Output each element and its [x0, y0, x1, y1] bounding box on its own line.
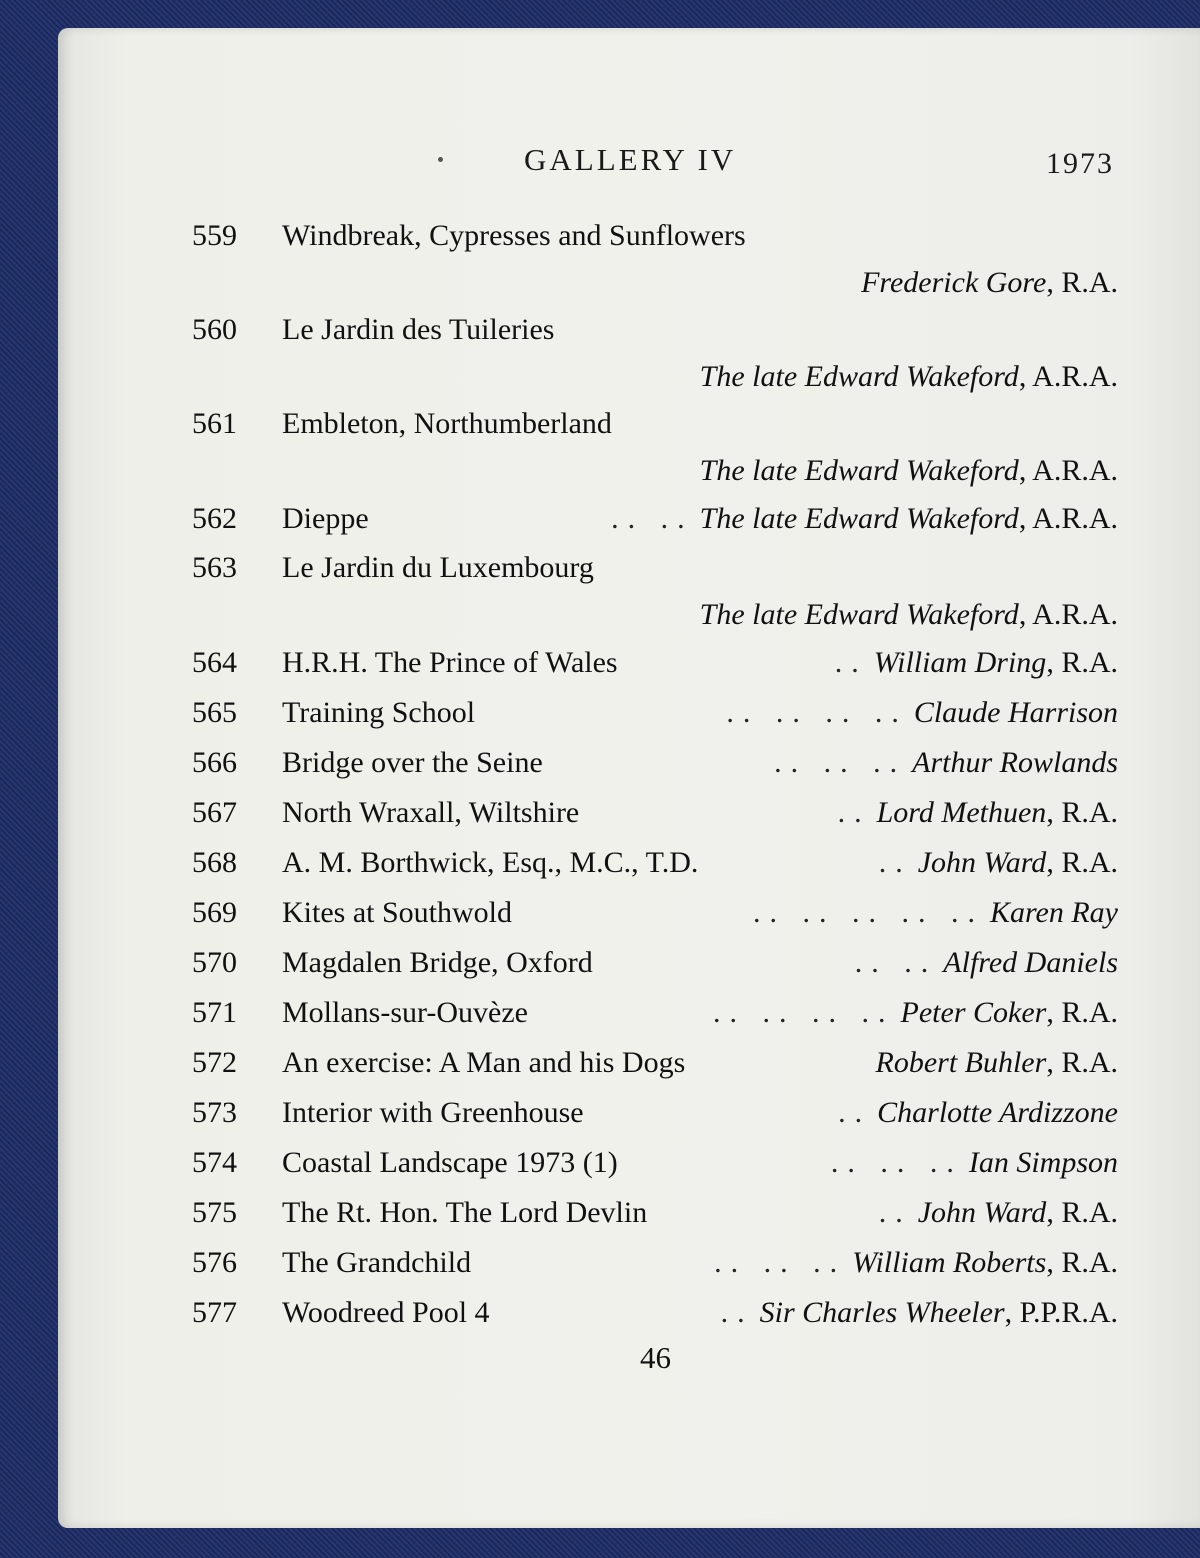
artist-name: Sir Charles Wheeler — [759, 1296, 1005, 1329]
entry-artist — [861, 266, 1118, 300]
entry-number: 571 — [192, 996, 237, 1029]
artist-name: Alfred Daniels — [943, 946, 1118, 979]
entry-number: 568 — [192, 846, 237, 879]
entry-artist-line — [192, 353, 1118, 400]
entry-line — [192, 988, 1118, 1038]
entry-artist — [969, 1146, 1118, 1180]
entry-line — [192, 1088, 1118, 1138]
entry-line — [192, 688, 1118, 738]
entry-line — [192, 1288, 1118, 1338]
catalogue-entry — [192, 212, 1118, 306]
artist-suffix: , R.A. — [1046, 646, 1118, 679]
artist-suffix: , R.A. — [1046, 796, 1118, 829]
dot-leader: .. .. .. — [830, 1146, 963, 1179]
artist-name: The late Edward Wakeford — [699, 359, 1019, 393]
entry-title: Training School — [282, 696, 476, 729]
entry-title: Woodreed Pool 4 — [282, 1296, 490, 1329]
catalogue-entry — [192, 938, 1118, 988]
entry-line — [192, 1138, 1118, 1188]
entry-number: 559 — [192, 218, 237, 252]
entry-title: Embleton, Northumberland — [282, 406, 612, 440]
artist-name: The late Edward Wakeford — [699, 502, 1019, 535]
entry-artist — [852, 1246, 1118, 1280]
artist-name: John Ward — [917, 1196, 1047, 1229]
artist-suffix: , R.A. — [1046, 1196, 1118, 1229]
entry-number: 560 — [192, 312, 237, 346]
entry-title: A. M. Borthwick, Esq., M.C., T.D. — [282, 846, 699, 879]
entry-number: 572 — [192, 1046, 237, 1079]
printer-dot — [438, 157, 443, 162]
dot-leader: .. — [720, 1296, 754, 1329]
artist-name: Charlotte Ardizzone — [877, 1096, 1118, 1129]
artist-name: Ian Simpson — [968, 1146, 1118, 1179]
entry-number: 567 — [192, 796, 237, 829]
entry-title: Magdalen Bridge, Oxford — [282, 946, 593, 979]
entry-number: 573 — [192, 1096, 237, 1129]
entry-artist — [760, 1296, 1118, 1330]
entry-title: Kites at Southwold — [282, 896, 512, 929]
entry-number: 577 — [192, 1296, 237, 1329]
catalogue-entry — [192, 638, 1118, 688]
entry-title: Interior with Greenhouse — [282, 1096, 584, 1129]
artist-suffix: , P.P.R.A. — [1004, 1296, 1118, 1329]
catalogue-entry — [192, 888, 1118, 938]
entry-number: 566 — [192, 746, 237, 779]
entry-line — [192, 788, 1118, 838]
catalogue-entry — [192, 788, 1118, 838]
entry-number: 569 — [192, 896, 237, 929]
entry-line — [192, 738, 1118, 788]
dot-leader: .. — [837, 796, 871, 829]
entry-title: Coastal Landscape 1973 (1) — [282, 1146, 618, 1179]
entry-number: 565 — [192, 696, 237, 729]
catalogue-entries — [192, 212, 1118, 1338]
artist-name: Frederick Gore — [861, 265, 1047, 299]
entry-title: Bridge over the Seine — [282, 746, 543, 779]
page-number: 46 — [640, 1340, 671, 1375]
entry-number: 562 — [192, 502, 237, 535]
dot-leader: .. .. .. — [714, 1246, 847, 1279]
entry-artist-line — [192, 447, 1118, 494]
artist-name: Robert Buhler — [875, 1046, 1047, 1079]
entry-artist — [700, 502, 1118, 536]
artist-name: The late Edward Wakeford — [699, 597, 1019, 631]
catalogue-entry — [192, 988, 1118, 1038]
artist-name: Lord Methuen — [876, 796, 1047, 829]
dot-leader: .. .. — [611, 502, 694, 535]
artist-name: The late Edward Wakeford — [699, 453, 1019, 487]
entry-title: North Wraxall, Wiltshire — [282, 796, 580, 829]
entry-title: The Grandchild — [282, 1246, 472, 1279]
entry-artist — [914, 696, 1118, 730]
entry-artist — [943, 946, 1118, 980]
entry-title: An exercise: A Man and his Dogs — [282, 1046, 686, 1079]
entry-line — [192, 544, 1118, 591]
artist-name: John Ward — [917, 846, 1047, 879]
entry-artist — [877, 1096, 1118, 1130]
artist-suffix: , R.A. — [1046, 265, 1118, 299]
entry-title: The Rt. Hon. The Lord Devlin — [282, 1196, 648, 1229]
dot-leader: .. — [834, 646, 868, 679]
catalogue-entry — [192, 544, 1118, 638]
entry-number: 576 — [192, 1246, 237, 1279]
catalogue-entry — [192, 306, 1118, 400]
entry-line — [192, 494, 1118, 544]
catalogue-entry — [192, 1138, 1118, 1188]
entry-number: 564 — [192, 646, 237, 679]
entry-title: Dieppe — [282, 502, 369, 535]
entry-line — [192, 1188, 1118, 1238]
entry-line — [192, 306, 1118, 353]
entry-artist — [700, 598, 1118, 632]
artist-suffix: , A.R.A. — [1018, 453, 1118, 487]
entry-line — [192, 638, 1118, 688]
catalogue-entry — [192, 494, 1118, 544]
artist-suffix: , R.A. — [1046, 1246, 1118, 1279]
entry-title: Le Jardin du Luxembourg — [282, 550, 594, 584]
running-head — [0, 142, 1200, 192]
catalogue-entry — [192, 1288, 1118, 1338]
dot-leader: .. — [878, 1196, 912, 1229]
entry-title: H.R.H. The Prince of Wales — [282, 646, 618, 679]
dot-leader: .. .. .. .. — [713, 996, 895, 1029]
entry-artist — [918, 1196, 1118, 1230]
entry-artist-line — [192, 591, 1118, 638]
entry-artist — [876, 1046, 1119, 1080]
entry-line — [192, 938, 1118, 988]
catalogue-entry — [192, 838, 1118, 888]
artist-suffix: , A.R.A. — [1018, 597, 1118, 631]
entry-number: 563 — [192, 550, 237, 584]
dot-leader: .. — [878, 846, 912, 879]
artist-name: William Dring — [873, 646, 1047, 679]
entry-artist — [918, 846, 1118, 880]
entry-line — [192, 888, 1118, 938]
catalogue-entry — [192, 400, 1118, 494]
entry-title: Mollans-sur-Ouvèze — [282, 996, 528, 1029]
entry-artist-line — [192, 259, 1118, 306]
entry-artist — [874, 646, 1118, 680]
artist-name: Peter Coker — [900, 996, 1047, 1029]
artist-suffix: , A.R.A. — [1018, 502, 1118, 535]
dot-leader: .. .. .. — [774, 746, 907, 779]
dot-leader: .. — [838, 1096, 872, 1129]
artist-name: Karen Ray — [989, 896, 1118, 929]
entry-artist — [990, 896, 1118, 930]
artist-suffix: , R.A. — [1046, 846, 1118, 879]
dot-leader: .. .. — [854, 946, 938, 979]
artist-suffix: , R.A. — [1046, 996, 1118, 1029]
dot-leader: .. .. .. .. .. — [752, 896, 984, 929]
entry-title: Le Jardin des Tuileries — [282, 312, 555, 346]
entry-artist — [912, 746, 1118, 780]
entry-line — [192, 1038, 1118, 1088]
catalogue-entry — [192, 688, 1118, 738]
catalogue-entry — [192, 1038, 1118, 1088]
entry-artist — [700, 454, 1118, 488]
catalogue-entry — [192, 1238, 1118, 1288]
entry-line — [192, 838, 1118, 888]
catalogue-entry — [192, 1188, 1118, 1238]
artist-name: Claude Harrison — [913, 696, 1118, 729]
catalogue-entry — [192, 1088, 1118, 1138]
entry-artist — [700, 360, 1118, 394]
entry-number: 570 — [192, 946, 237, 979]
entry-artist — [901, 996, 1118, 1030]
artist-suffix: , R.A. — [1046, 1046, 1118, 1079]
gallery-title: GALLERY IV — [524, 142, 737, 177]
dot-leader: .. .. .. .. — [726, 696, 908, 729]
entry-line — [192, 1238, 1118, 1288]
catalogue-entry — [192, 738, 1118, 788]
entry-title: Windbreak, Cypresses and Sunflowers — [282, 218, 746, 252]
artist-name: William Roberts — [852, 1246, 1047, 1279]
entry-artist — [877, 796, 1118, 830]
entry-number: 574 — [192, 1146, 237, 1179]
entry-line — [192, 212, 1118, 259]
entry-number: 575 — [192, 1196, 237, 1229]
entry-number: 561 — [192, 406, 237, 440]
catalogue-year: 1973 — [1046, 147, 1114, 180]
artist-name: Arthur Rowlands — [912, 746, 1118, 779]
entry-line — [192, 400, 1118, 447]
artist-suffix: , A.R.A. — [1018, 359, 1118, 393]
